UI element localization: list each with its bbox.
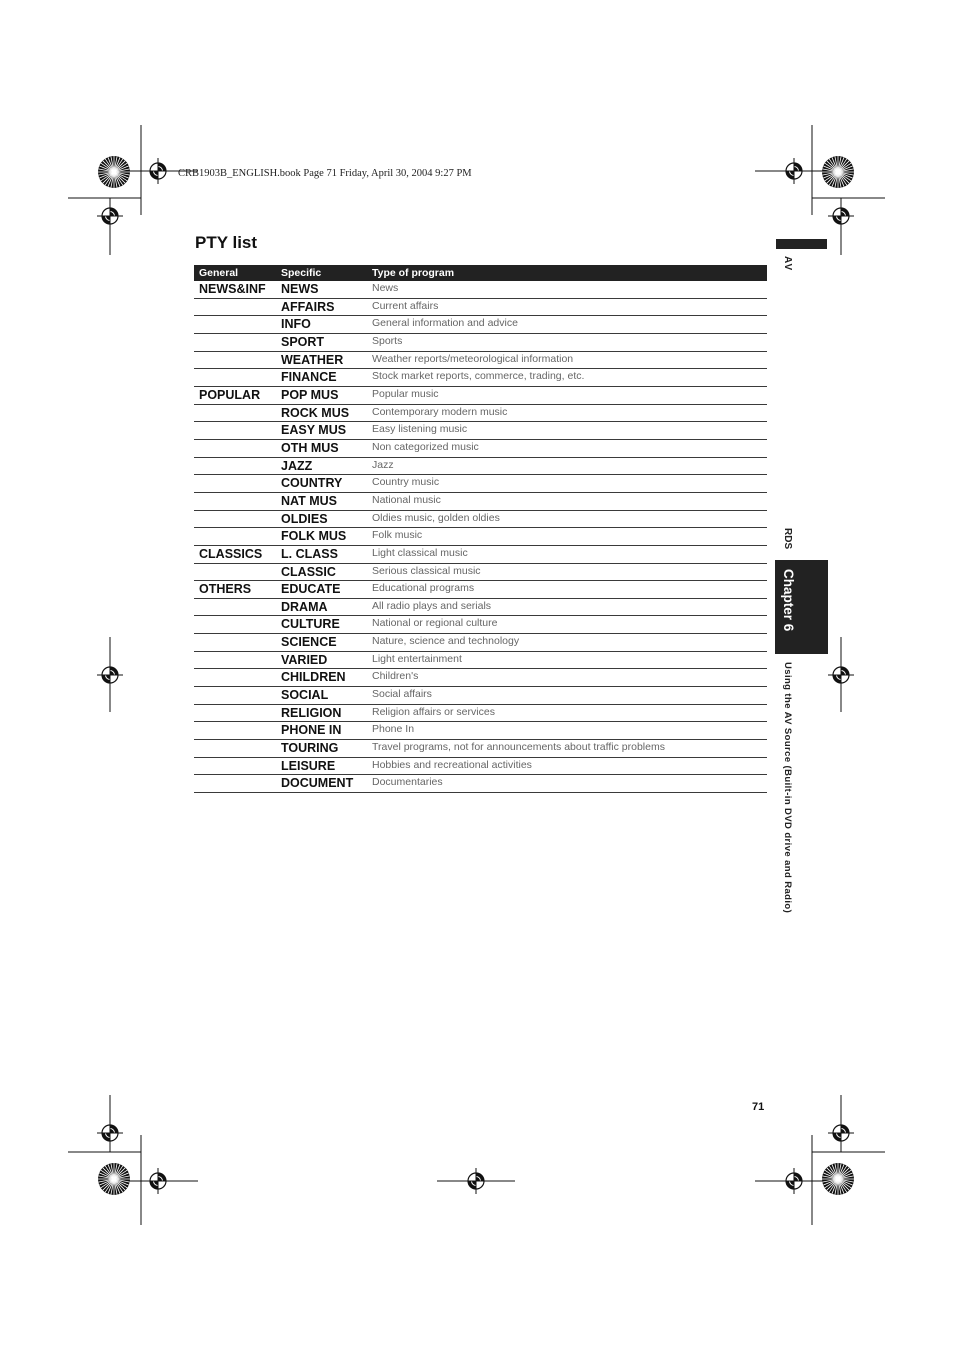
- cell-type: Documentaries: [372, 776, 443, 789]
- cell-specific: FOLK MUS: [281, 529, 347, 544]
- cell-type: Non categorized music: [372, 440, 479, 453]
- cell-specific: CHILDREN: [281, 670, 346, 685]
- table-header: [194, 265, 767, 281]
- cell-type: Religion affairs or services: [372, 705, 495, 718]
- header-specific: Specific: [281, 267, 322, 279]
- cell-specific: EASY MUS: [281, 423, 347, 438]
- table-row: [194, 564, 767, 582]
- cell-type: Easy listening music: [372, 423, 468, 436]
- pty-table: [194, 265, 767, 793]
- cell-specific: CULTURE: [281, 617, 340, 632]
- table-row: [194, 475, 767, 493]
- cell-type: Weather reports/meteorological information: [372, 352, 574, 365]
- table-row: [194, 511, 767, 529]
- table-row: [194, 705, 767, 723]
- table-row: [194, 687, 767, 705]
- cell-specific: RELIGION: [281, 705, 342, 720]
- cell-type: Light classical music: [372, 546, 468, 559]
- chapter-label: Chapter 6: [781, 569, 796, 632]
- cell-general: POPULAR: [199, 387, 261, 402]
- cell-specific: DOCUMENT: [281, 776, 354, 791]
- cell-type: Popular music: [372, 387, 439, 400]
- cell-specific: OLDIES: [281, 511, 328, 526]
- table-row: [194, 528, 767, 546]
- cell-general: NEWS&INF: [199, 282, 266, 296]
- table-body: [194, 281, 767, 793]
- cell-specific: COUNTRY: [281, 476, 343, 491]
- cell-type: Folk music: [372, 529, 423, 542]
- cell-type: Nature, science and technology: [372, 635, 520, 648]
- table-row: [194, 616, 767, 634]
- print-header: CRB1903B_ENGLISH.book Page 71 Friday, April 30, 2004 9:27 PM: [178, 168, 472, 179]
- cell-general: CLASSICS: [199, 546, 263, 561]
- cell-specific: NEWS: [281, 282, 319, 296]
- table-row: [194, 669, 767, 687]
- cell-general: OTHERS: [199, 582, 252, 597]
- table-row: [194, 316, 767, 334]
- table-row: [194, 369, 767, 387]
- table-row: [194, 740, 767, 758]
- header-general: General: [199, 267, 239, 279]
- cell-type: National music: [372, 493, 441, 506]
- cell-specific: LEISURE: [281, 758, 336, 773]
- cell-specific: PHONE IN: [281, 723, 342, 738]
- section-label-av: AV: [782, 256, 793, 272]
- cell-type: Educational programs: [372, 582, 475, 595]
- cell-specific: POP MUS: [281, 387, 339, 402]
- cell-type: Contemporary modern music: [372, 405, 508, 418]
- cell-specific: FINANCE: [281, 370, 337, 385]
- cell-type: Jazz: [372, 458, 394, 471]
- cell-type: Travel programs, not for announcements about traffic problems: [372, 741, 665, 754]
- table-row: [194, 775, 767, 793]
- table-row: [194, 546, 767, 564]
- section-tab-marker: [776, 239, 827, 249]
- header-type: Type of program: [372, 267, 455, 279]
- cell-specific: AFFAIRS: [281, 299, 335, 314]
- table-row: [194, 334, 767, 352]
- cell-specific: TOURING: [281, 741, 339, 756]
- cell-type: National or regional culture: [372, 617, 498, 630]
- cell-type: Hobbies and recreational activities: [372, 758, 532, 771]
- table-row: [194, 299, 767, 317]
- cell-specific: NAT MUS: [281, 493, 338, 508]
- cell-specific: JAZZ: [281, 458, 313, 473]
- page-title: PTY list: [195, 233, 258, 252]
- cell-type: Children's: [372, 670, 419, 683]
- cell-type: Stock market reports, commerce, trading, etc.: [372, 370, 585, 383]
- cell-specific: SOCIAL: [281, 688, 329, 703]
- cell-specific: SCIENCE: [281, 635, 337, 650]
- cell-specific: CLASSIC: [281, 564, 336, 579]
- cell-type: Current affairs: [372, 299, 439, 312]
- cell-type: Phone In: [372, 723, 415, 736]
- table-row: [194, 405, 767, 423]
- table-row: [194, 599, 767, 617]
- chapter-title: Using the AV Source (Built-in DVD drive and Radio): [782, 662, 793, 914]
- cell-type: Oldies music, golden oldies: [372, 511, 500, 524]
- table-row: [194, 634, 767, 652]
- table-row: [194, 352, 767, 370]
- page-number: 71: [752, 1101, 765, 1113]
- cell-specific: EDUCATE: [281, 582, 341, 597]
- cell-type: Light entertainment: [372, 652, 462, 665]
- table-row: [194, 581, 767, 599]
- cell-type: All radio plays and serials: [372, 599, 492, 612]
- cell-specific: ROCK MUS: [281, 405, 350, 420]
- cell-specific: VARIED: [281, 652, 328, 667]
- cell-specific: SPORT: [281, 334, 325, 349]
- cell-specific: DRAMA: [281, 599, 328, 614]
- cell-type: Serious classical music: [372, 564, 481, 577]
- section-label-rds: RDS: [782, 528, 793, 550]
- table-row: [194, 493, 767, 511]
- cell-type: Sports: [372, 334, 403, 347]
- table-row: [194, 652, 767, 670]
- table-row: [194, 722, 767, 740]
- cell-specific: INFO: [281, 317, 311, 332]
- table-row: [194, 281, 767, 299]
- cell-type: News: [372, 282, 399, 294]
- cell-type: Country music: [372, 476, 440, 489]
- cell-specific: WEATHER: [281, 352, 344, 367]
- table-row: [194, 458, 767, 476]
- cell-type: General information and advice: [372, 317, 518, 330]
- cell-type: Social affairs: [372, 688, 432, 701]
- table-row: [194, 422, 767, 440]
- table-row: [194, 758, 767, 776]
- table-row: [194, 440, 767, 458]
- table-row: [194, 387, 767, 405]
- cell-specific: OTH MUS: [281, 440, 339, 455]
- cell-specific: L. CLASS: [281, 546, 338, 561]
